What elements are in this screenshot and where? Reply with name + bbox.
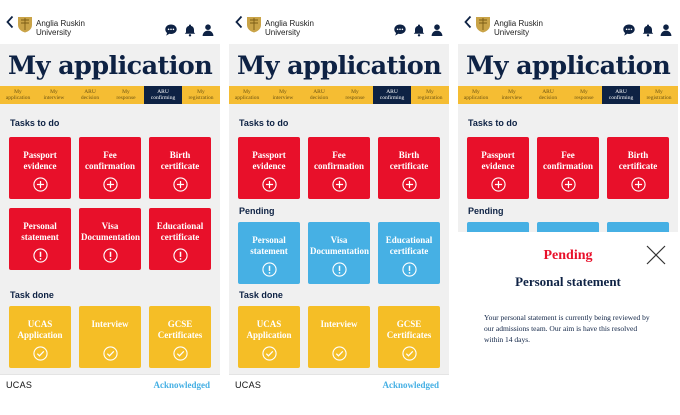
step-label-line2: interview — [272, 95, 294, 101]
step-my-registration[interactable] — [640, 86, 678, 104]
card-label-line1: Fee — [103, 150, 117, 160]
university-name-line1: Anglia Ruskin — [36, 19, 85, 28]
university-name-line1: Anglia Ruskin — [494, 19, 543, 28]
exclamation-circle-icon — [33, 248, 48, 263]
step-my-interview[interactable] — [265, 86, 301, 104]
task-card-fee-confirmation[interactable] — [537, 137, 599, 199]
card-label-line2: confirmation — [543, 161, 593, 171]
exclamation-circle-icon — [262, 262, 277, 277]
user-icon[interactable] — [430, 23, 444, 37]
check-circle-icon — [332, 346, 347, 361]
back-chevron-icon[interactable] — [4, 14, 16, 30]
step-aru-confirming[interactable] — [602, 86, 640, 104]
step-label-line2: application — [463, 95, 489, 101]
close-icon[interactable] — [645, 244, 667, 266]
step-label-line2: application — [234, 95, 260, 101]
card-label-line1: GCSE — [167, 319, 193, 329]
card-label-line2: Documentation — [81, 232, 140, 242]
step-my-application[interactable] — [0, 86, 36, 104]
card-label-line2: evidence — [23, 161, 57, 171]
plus-circle-icon — [491, 177, 506, 192]
ucas-logo: UCAS — [6, 380, 33, 390]
card-label-line1: UCAS — [27, 319, 53, 329]
step-my-interview[interactable] — [36, 86, 72, 104]
step-aru-decision[interactable] — [72, 86, 108, 104]
task-card-personal-statement[interactable] — [9, 208, 71, 270]
university-name — [265, 20, 314, 37]
step-label-line2: decision — [80, 95, 100, 101]
screen-pending — [229, 0, 449, 395]
card-label-line2: Documentation — [310, 246, 369, 256]
section-pending: Pending — [239, 206, 275, 216]
check-circle-icon — [33, 346, 48, 361]
step-label-line2: interview — [501, 95, 523, 101]
step-my-response[interactable] — [566, 86, 602, 104]
step-label-line2: application — [5, 95, 31, 101]
card-label-line2: Certificates — [157, 330, 203, 340]
card-label-line1: Interview — [91, 319, 129, 329]
section-task-done: Task done — [239, 290, 283, 300]
task-card-visa-documentation[interactable] — [79, 208, 141, 270]
step-label-line2: confirming — [608, 95, 634, 101]
bottom-bar — [0, 374, 220, 395]
step-label-line1: My — [655, 89, 663, 95]
card-label-line1: Birth — [398, 150, 420, 160]
card-label-line1: Passport — [23, 150, 57, 160]
chat-icon[interactable] — [164, 23, 178, 37]
step-label-line1: My — [426, 89, 434, 95]
card-label-line1: Birth — [627, 150, 649, 160]
card-label-line1: Fee — [332, 150, 346, 160]
university-crest-icon — [246, 15, 262, 33]
detail-title: Personal statement — [515, 274, 621, 289]
card-label-line1: Passport — [481, 150, 515, 160]
card-label-line1: Visa — [330, 235, 348, 245]
detail-message: Your personal statement is currently being reviewed by our admissions team. Our aim is have this resolved within 14 days. — [484, 313, 650, 344]
step-aru-decision[interactable] — [301, 86, 337, 104]
progress-bar — [229, 86, 449, 104]
card-label-line1: Educational — [156, 221, 204, 231]
bell-icon[interactable] — [183, 23, 197, 37]
card-label-line2: certificate — [160, 161, 200, 171]
step-my-registration[interactable] — [411, 86, 449, 104]
step-my-interview[interactable] — [494, 86, 530, 104]
step-my-application[interactable] — [458, 86, 494, 104]
card-label-line2: certificate — [160, 232, 200, 242]
task-card-passport-evidence[interactable] — [9, 137, 71, 199]
step-aru-confirming[interactable] — [373, 86, 411, 104]
done-card-gcse-certificates[interactable] — [149, 306, 211, 368]
university-name-line2: University — [36, 27, 72, 37]
step-label-line2: registration — [188, 95, 214, 101]
step-label-line1: My — [122, 89, 130, 95]
chat-icon[interactable] — [622, 23, 636, 37]
step-label-line1: My — [243, 89, 251, 95]
step-label-line2: decision — [538, 95, 558, 101]
plus-circle-icon — [173, 177, 188, 192]
section-pending: Pending — [468, 206, 504, 216]
step-label-line2: decision — [309, 95, 329, 101]
step-label-line2: registration — [646, 95, 672, 101]
section-task-done: Task done — [10, 290, 54, 300]
step-label-line1: My — [14, 89, 22, 95]
plus-circle-icon — [402, 177, 417, 192]
task-card-birth-certificate[interactable] — [149, 137, 211, 199]
page-title: My application — [8, 51, 213, 81]
plus-circle-icon — [103, 177, 118, 192]
step-label-line1: ARU — [386, 89, 398, 95]
section-tasks-to-do: Tasks to do — [10, 118, 60, 128]
ucas-logo: UCAS — [235, 380, 262, 390]
step-label-line2: confirming — [379, 95, 405, 101]
university-name-line2: University — [265, 27, 301, 37]
chat-icon[interactable] — [393, 23, 407, 37]
page-title: My application — [466, 51, 671, 81]
card-label-line2: confirmation — [314, 161, 364, 171]
card-label-line1: Interview — [320, 319, 358, 329]
task-card-birth-certificate[interactable] — [607, 137, 669, 199]
card-label-line2: evidence — [252, 161, 286, 171]
user-icon[interactable] — [201, 23, 215, 37]
card-label-line1: Personal — [23, 221, 57, 231]
task-card-fee-confirmation[interactable] — [308, 137, 370, 199]
plus-circle-icon — [33, 177, 48, 192]
exclamation-circle-icon — [173, 248, 188, 263]
card-label-line2: Application — [246, 330, 292, 340]
screen-initial — [0, 0, 220, 395]
step-label-line1: My — [279, 89, 287, 95]
step-label-line1: My — [580, 89, 588, 95]
step-label-line1: ARU — [157, 89, 169, 95]
step-label-line1: ARU — [84, 89, 96, 95]
bell-icon[interactable] — [412, 23, 426, 37]
top-bar — [458, 0, 678, 44]
detail-status: Pending — [543, 248, 593, 263]
step-my-response[interactable] — [337, 86, 373, 104]
card-label-line2: statement — [21, 232, 59, 242]
university-name-line1: Anglia Ruskin — [265, 19, 314, 28]
back-chevron-icon[interactable] — [233, 14, 245, 30]
check-circle-icon — [103, 346, 118, 361]
plus-circle-icon — [332, 177, 347, 192]
progress-bar — [458, 86, 678, 104]
exclamation-circle-icon — [332, 262, 347, 277]
pending-card-visa-documentation[interactable] — [308, 222, 370, 284]
card-label-line1: Personal — [252, 235, 286, 245]
done-card-ucas-application[interactable] — [9, 306, 71, 368]
top-bar — [0, 0, 220, 44]
card-label-line2: evidence — [481, 161, 515, 171]
step-label-line1: My — [351, 89, 359, 95]
user-icon[interactable] — [659, 23, 673, 37]
card-label-line1: GCSE — [396, 319, 422, 329]
card-label-line1: Passport — [252, 150, 286, 160]
step-label-line2: confirming — [150, 95, 176, 101]
card-label-line1: Educational — [385, 235, 433, 245]
step-label-line1: My — [472, 89, 480, 95]
check-circle-icon — [402, 346, 417, 361]
card-label-line1: Fee — [561, 150, 575, 160]
task-card-educational-certificate[interactable] — [149, 208, 211, 270]
step-my-application[interactable] — [229, 86, 265, 104]
exclamation-circle-icon — [103, 248, 118, 263]
university-name-line2: University — [494, 27, 530, 37]
top-bar — [229, 0, 449, 44]
card-label-line2: statement — [250, 246, 288, 256]
step-label-line2: registration — [417, 95, 443, 101]
card-label-line2: Application — [17, 330, 63, 340]
page-title: My application — [237, 51, 442, 81]
exclamation-circle-icon — [402, 262, 417, 277]
section-tasks-to-do: Tasks to do — [468, 118, 518, 128]
university-name — [36, 20, 85, 37]
step-label-line1: ARU — [542, 89, 554, 95]
bell-icon[interactable] — [641, 23, 655, 37]
step-aru-confirming[interactable] — [144, 86, 182, 104]
university-name — [494, 20, 543, 37]
task-card-birth-certificate[interactable] — [378, 137, 440, 199]
step-label-line2: response — [116, 95, 136, 101]
status-acknowledged: Acknowledged — [153, 380, 210, 390]
section-tasks-to-do: Tasks to do — [239, 118, 289, 128]
check-circle-icon — [173, 346, 188, 361]
detail-panel — [458, 232, 678, 395]
status-acknowledged: Acknowledged — [382, 380, 439, 390]
university-crest-icon — [17, 15, 33, 33]
card-label-line1: UCAS — [256, 319, 282, 329]
step-my-registration[interactable] — [182, 86, 220, 104]
bottom-bar — [229, 374, 449, 395]
step-label-line1: My — [508, 89, 516, 95]
university-crest-icon — [475, 15, 491, 33]
pending-card-educational-certificate[interactable] — [378, 222, 440, 284]
card-label-line2: certificate — [389, 246, 429, 256]
card-label-line2: certificate — [618, 161, 658, 171]
progress-bar — [0, 86, 220, 104]
task-card-passport-evidence[interactable] — [467, 137, 529, 199]
task-card-passport-evidence[interactable] — [238, 137, 300, 199]
step-label-line2: response — [345, 95, 365, 101]
step-label-line1: ARU — [313, 89, 325, 95]
card-label-line1: Birth — [169, 150, 191, 160]
task-card-fee-confirmation[interactable] — [79, 137, 141, 199]
card-label-line2: certificate — [389, 161, 429, 171]
step-label-line2: response — [574, 95, 594, 101]
check-circle-icon — [262, 346, 277, 361]
plus-circle-icon — [561, 177, 576, 192]
done-card-interview[interactable] — [308, 306, 370, 368]
screen-detail — [458, 0, 678, 395]
pending-card-personal-statement[interactable] — [238, 222, 300, 284]
step-my-response[interactable] — [108, 86, 144, 104]
done-card-ucas-application[interactable] — [238, 306, 300, 368]
card-label-line2: Certificates — [386, 330, 432, 340]
plus-circle-icon — [631, 177, 646, 192]
card-label-line2: confirmation — [85, 161, 135, 171]
plus-circle-icon — [262, 177, 277, 192]
done-card-interview[interactable] — [79, 306, 141, 368]
card-label-line1: Visa — [101, 221, 119, 231]
step-label-line1: My — [197, 89, 205, 95]
back-chevron-icon[interactable] — [462, 14, 474, 30]
done-card-gcse-certificates[interactable] — [378, 306, 440, 368]
step-aru-decision[interactable] — [530, 86, 566, 104]
step-label-line2: interview — [43, 95, 65, 101]
step-label-line1: My — [50, 89, 58, 95]
step-label-line1: ARU — [615, 89, 627, 95]
